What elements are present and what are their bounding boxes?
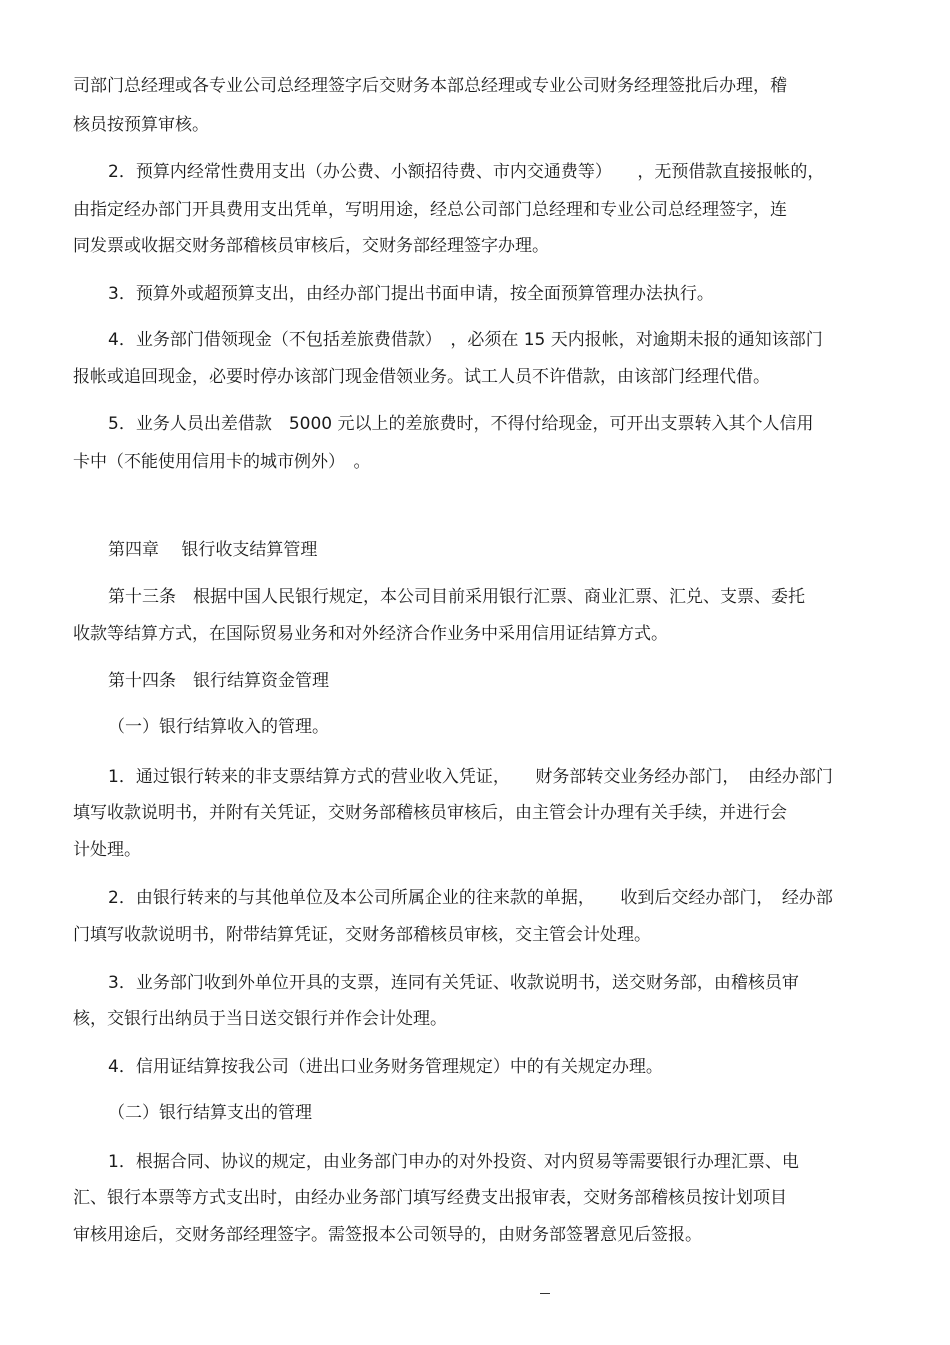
text-line: 5．业务人员出差借款 5000 元以上的差旅费时，不得付给现金，可开出支票转入其个人信用 bbox=[108, 414, 814, 434]
text-line: 第十三条 根据中国人民银行规定，本公司目前采用银行汇票、商业汇票、汇兑、支票、委托 bbox=[108, 587, 805, 607]
article-heading: 第十四条 银行结算资金管理 bbox=[108, 671, 329, 691]
text-line: 司部门总经理或各专业公司总经理签字后交财务本部总经理或专业公司财务经理签批后办理，稽 bbox=[73, 76, 787, 96]
section-heading: （二）银行结算支出的管理 bbox=[108, 1103, 312, 1123]
text-line: 4．信用证结算按我公司（进出口业务财务管理规定）中的有关规定办理。 bbox=[108, 1057, 663, 1077]
section-heading: （一）银行结算收入的管理。 bbox=[108, 717, 329, 737]
text-line: 1．通过银行转来的非支票结算方式的营业收入凭证， 财务部转交业务经办部门， 由经办部门 bbox=[108, 767, 833, 787]
text-line: 3．业务部门收到外单位开具的支票，连同有关凭证、收款说明书，送交财务部，由稽核员审 bbox=[108, 973, 799, 993]
page-footer-mark bbox=[540, 1293, 550, 1294]
text-line: 卡中（不能使用信用卡的城市例外） 。 bbox=[73, 452, 371, 472]
text-line: 汇、银行本票等方式支出时，由经办业务部门填写经费支出报审表，交财务部稽核员按计划项目 bbox=[73, 1188, 787, 1208]
text-line: 2．预算内经常性费用支出（办公费、小额招待费、市内交通费等） ，无预借款直接报帐的， bbox=[108, 162, 825, 182]
text-line: 3．预算外或超预算支出，由经办部门提出书面申请，按全面预算管理办法执行。 bbox=[108, 284, 714, 304]
text-line: 1．根据合同、协议的规定，由业务部门申办的对外投资、对内贸易等需要银行办理汇票、电 bbox=[108, 1152, 799, 1172]
text-line: 由指定经办部门开具费用支出凭单，写明用途，经总公司部门总经理和专业公司总经理签字，连 bbox=[73, 200, 787, 220]
text-line: 同发票或收据交财务部稽核员审核后，交财务部经理签字办理。 bbox=[73, 236, 549, 256]
text-line: 4．业务部门借领现金（不包括差旅费借款） ，必须在 15 天内报帐，对逾期未报的通知该部门 bbox=[108, 330, 823, 350]
text-line: 核，交银行出纳员于当日送交银行并作会计处理。 bbox=[73, 1009, 447, 1029]
text-line: 收款等结算方式，在国际贸易业务和对外经济合作业务中采用信用证结算方式。 bbox=[73, 624, 668, 644]
text-line: 2．由银行转来的与其他单位及本公司所属企业的往来款的单据， 收到后交经办部门， 经办部 bbox=[108, 888, 833, 908]
chapter-heading: 第四章 银行收支结算管理 bbox=[108, 540, 318, 560]
text-line: 报帐或追回现金，必要时停办该部门现金借领业务。试工人员不许借款，由该部门经理代借。 bbox=[73, 367, 770, 387]
text-line: 审核用途后，交财务部经理签字。需签报本公司领导的，由财务部签署意见后签报。 bbox=[73, 1225, 702, 1245]
text-line: 核员按预算审核。 bbox=[73, 115, 209, 135]
text-line: 计处理。 bbox=[73, 840, 141, 860]
text-line: 填写收款说明书，并附有关凭证，交财务部稽核员审核后，由主管会计办理有关手续，并进行会 bbox=[73, 803, 787, 823]
text-line: 门填写收款说明书，附带结算凭证，交财务部稽核员审核，交主管会计处理。 bbox=[73, 925, 651, 945]
